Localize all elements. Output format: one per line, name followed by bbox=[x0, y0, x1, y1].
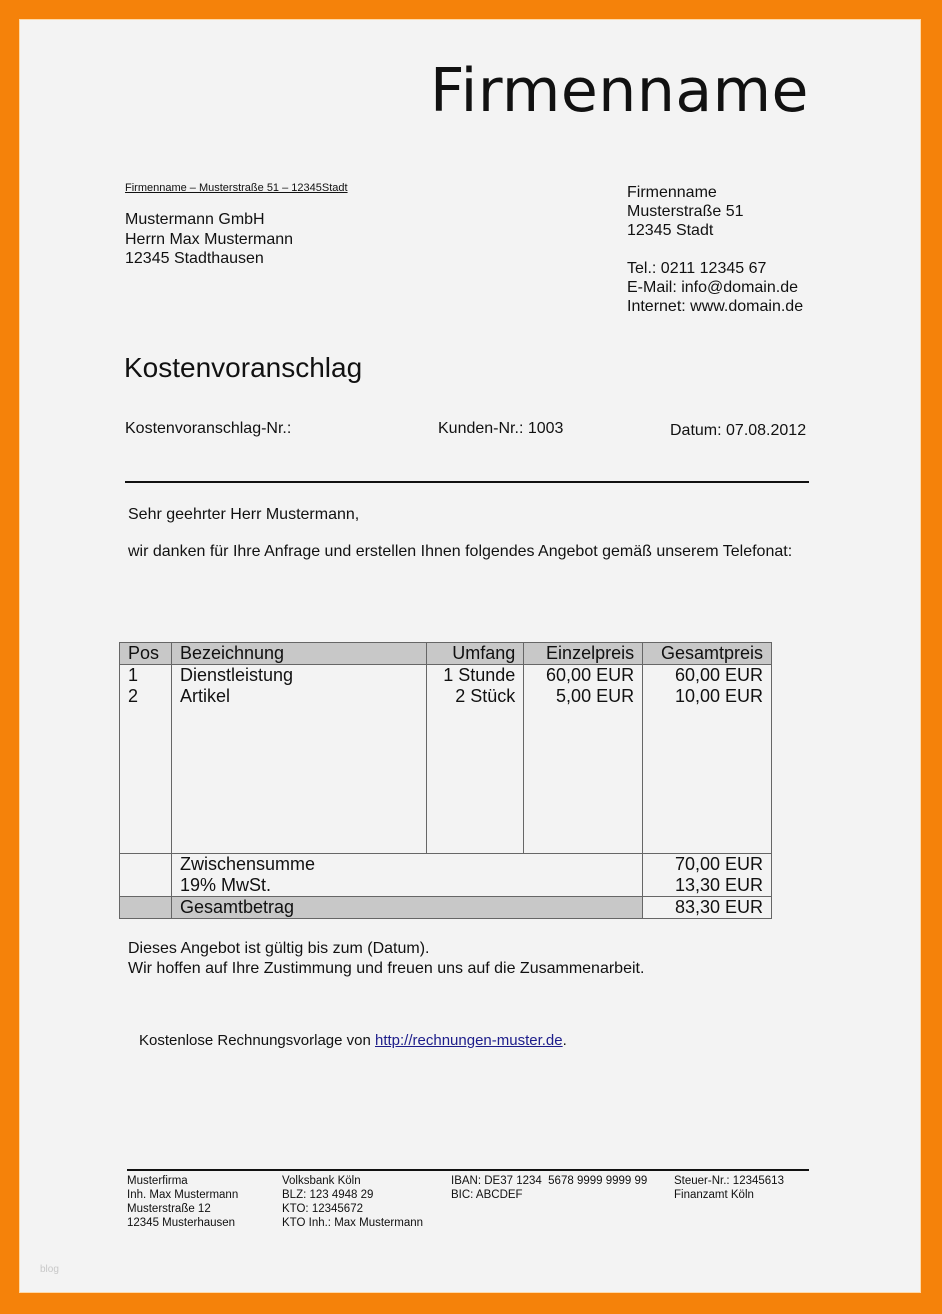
cell-umfang: 2 Stück bbox=[427, 686, 524, 707]
subtotal-label: Zwischensumme bbox=[171, 854, 642, 876]
footer-iban bbox=[451, 1174, 647, 1202]
footer-line: Steuer-Nr.: 12345613 bbox=[674, 1175, 784, 1187]
cell-einzelpreis: 60,00 EUR bbox=[524, 665, 643, 687]
credit-suffix: . bbox=[562, 1032, 567, 1049]
cell-bezeichnung: Dienstleistung bbox=[171, 665, 427, 687]
closing-text bbox=[128, 939, 644, 979]
quote-items-table bbox=[119, 642, 772, 919]
footer-line: Musterfirma bbox=[127, 1175, 188, 1187]
company-name-heading: Firmenname bbox=[430, 56, 809, 126]
company-contact-block bbox=[627, 183, 803, 316]
total-row bbox=[120, 897, 772, 919]
total-value: 83,30 EUR bbox=[643, 897, 772, 919]
cell-gesamtpreis: 10,00 EUR bbox=[643, 686, 772, 707]
divider bbox=[125, 481, 809, 483]
footer-line: 12345 Musterhausen bbox=[127, 1217, 236, 1229]
letter-greeting: Sehr geehrter Herr Mustermann, bbox=[128, 506, 360, 523]
company-city: 12345 Stadt bbox=[627, 222, 714, 239]
company-email: E-Mail: info@domain.de bbox=[627, 279, 798, 296]
table-row bbox=[120, 665, 772, 687]
sender-return-address: Firmenname – Musterstraße 51 – 12345Stadt bbox=[125, 182, 348, 194]
document-title: Kostenvoranschlag bbox=[124, 352, 363, 383]
recipient-address bbox=[125, 210, 293, 269]
column-header-umfang: Umfang bbox=[427, 643, 524, 665]
cell-einzelpreis: 5,00 EUR bbox=[524, 686, 643, 707]
footer-company bbox=[127, 1174, 238, 1230]
footer-line: KTO Inh.: Max Mustermann bbox=[282, 1217, 424, 1229]
company-website: Internet: www.domain.de bbox=[627, 298, 804, 315]
document-page bbox=[20, 20, 920, 1292]
footer-line: IBAN: DE37 1234 5678 9999 9999 99 bbox=[451, 1175, 648, 1187]
subtotal-row bbox=[120, 854, 772, 876]
tax-label: 19% MwSt. bbox=[171, 875, 642, 897]
footer-tax bbox=[674, 1174, 784, 1202]
table-empty-space bbox=[120, 707, 772, 854]
document-date: Datum: 07.08.2012 bbox=[670, 422, 807, 439]
footer-line: Volksbank Köln bbox=[282, 1175, 361, 1187]
company-street: Musterstraße 51 bbox=[627, 203, 744, 220]
recipient-line: 12345 Stadthausen bbox=[125, 250, 264, 267]
column-header-einzelpreis: Einzelpreis bbox=[524, 643, 643, 665]
letter-intro: wir danken für Ihre Anfrage und erstellen Ihnen folgendes Angebot gemäß unserem Telefonat: bbox=[128, 543, 793, 560]
footer-line: Musterstraße 12 bbox=[127, 1203, 211, 1215]
cell-pos: 2 bbox=[120, 686, 172, 707]
company-phone: Tel.: 0211 12345 67 bbox=[627, 260, 767, 277]
recipient-line: Mustermann GmbH bbox=[125, 211, 265, 228]
footer-line: Finanzamt Köln bbox=[674, 1189, 754, 1201]
column-header-gesamtpreis: Gesamtpreis bbox=[643, 643, 772, 665]
company-name: Firmenname bbox=[627, 184, 717, 201]
footer-divider bbox=[127, 1169, 809, 1171]
cell-umfang: 1 Stunde bbox=[427, 665, 524, 687]
tax-value: 13,30 EUR bbox=[643, 875, 772, 897]
tax-row bbox=[120, 875, 772, 897]
table-header-row bbox=[120, 643, 772, 665]
quote-number-label: Kostenvoranschlag-Nr.: bbox=[125, 420, 292, 437]
footer-line: KTO: 12345672 bbox=[282, 1203, 363, 1215]
credit-link[interactable]: http://rechnungen-muster.de bbox=[375, 1032, 563, 1049]
table-row bbox=[120, 686, 772, 707]
template-credit bbox=[139, 1032, 567, 1049]
cell-gesamtpreis: 60,00 EUR bbox=[643, 665, 772, 687]
closing-remark: Wir hoffen auf Ihre Zustimmung und freuen uns auf die Zusammenarbeit. bbox=[128, 960, 645, 977]
customer-number: Kunden-Nr.: 1003 bbox=[438, 420, 564, 437]
recipient-line: Herrn Max Mustermann bbox=[125, 230, 294, 248]
validity-note: Dieses Angebot ist gültig bis zum (Datum). bbox=[128, 940, 430, 957]
cell-pos: 1 bbox=[120, 665, 172, 687]
footer-line: Inh. Max Mustermann bbox=[127, 1189, 239, 1201]
column-header-pos: Pos bbox=[120, 643, 172, 665]
total-label: Gesamtbetrag bbox=[171, 897, 642, 919]
footer-bank bbox=[282, 1174, 423, 1230]
footer-line: BIC: ABCDEF bbox=[451, 1189, 523, 1201]
footer-line: BLZ: 123 4948 29 bbox=[282, 1189, 374, 1201]
subtotal-value: 70,00 EUR bbox=[643, 854, 772, 876]
credit-text: Kostenlose Rechnungsvorlage von bbox=[139, 1032, 375, 1049]
cell-bezeichnung: Artikel bbox=[171, 686, 427, 707]
column-header-bezeichnung: Bezeichnung bbox=[171, 643, 427, 665]
watermark: blog bbox=[40, 1264, 59, 1275]
